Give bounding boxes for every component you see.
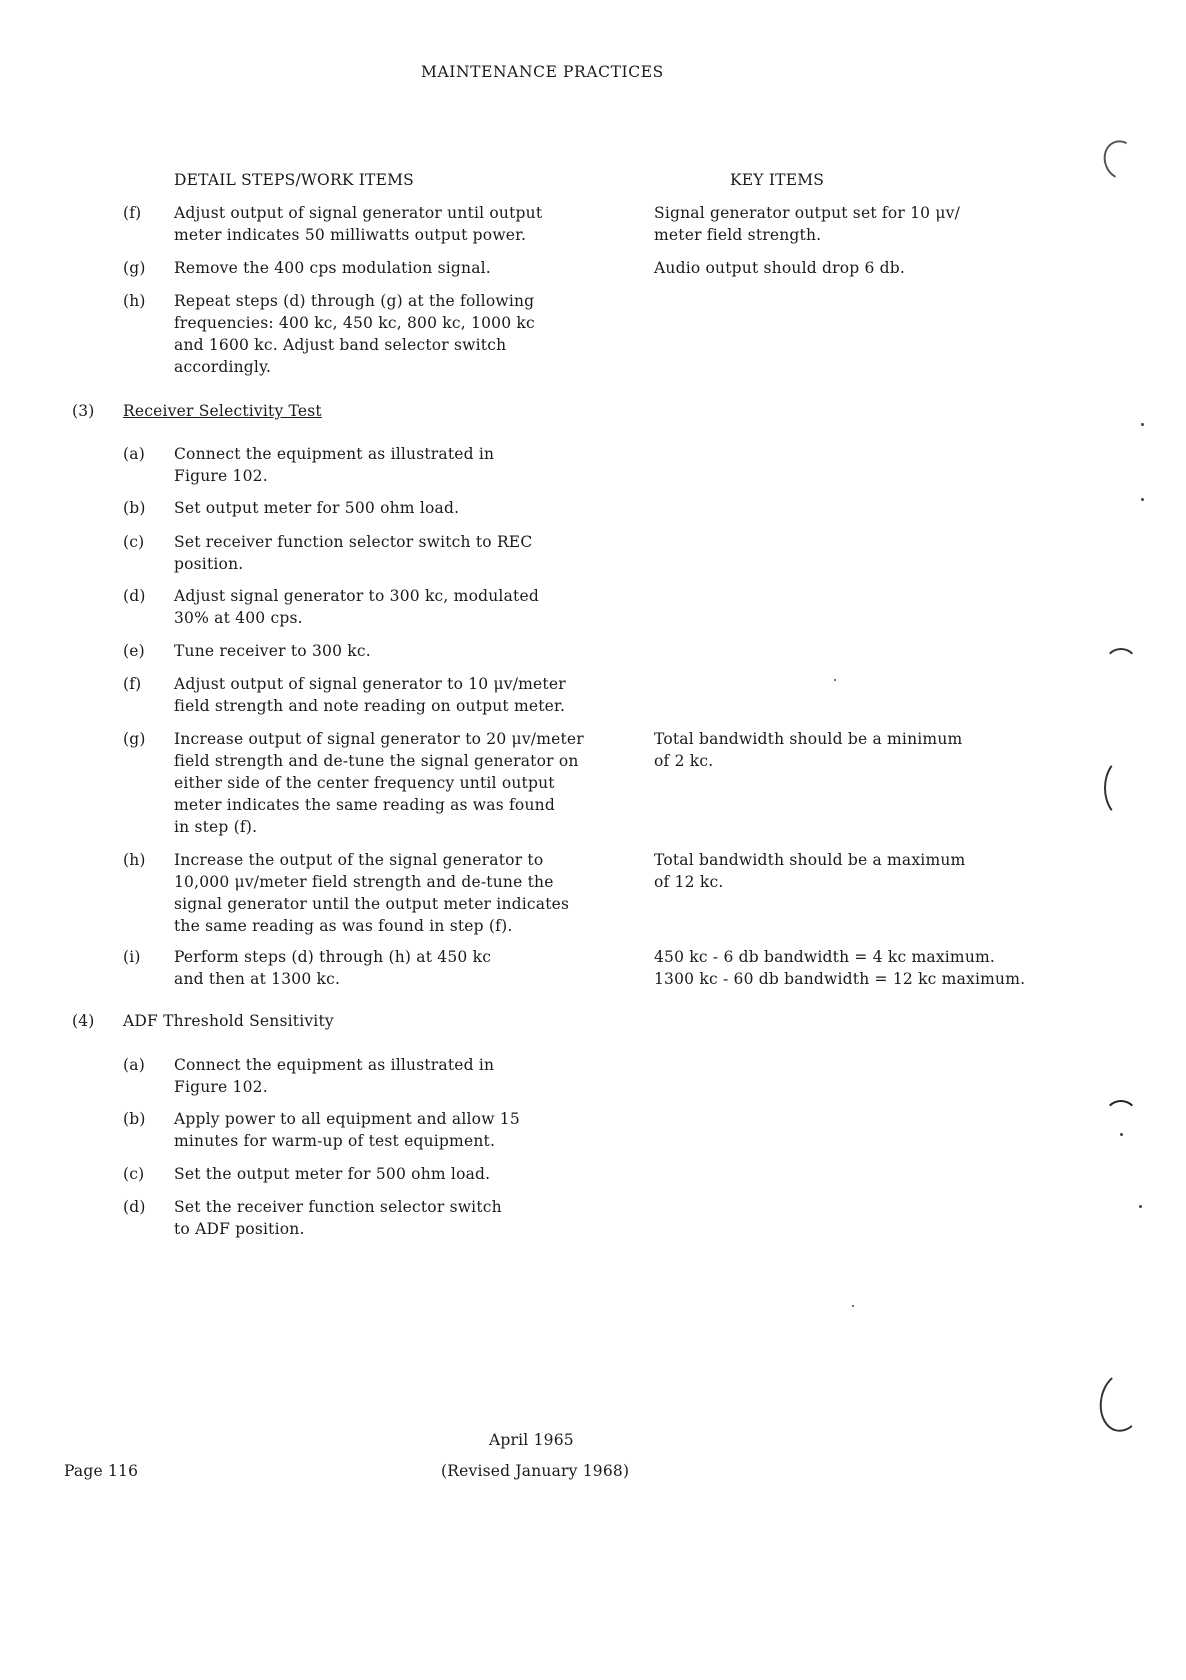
step-label: (g) — [123, 730, 146, 748]
footer-date: April 1965 — [489, 1431, 574, 1449]
section-title: ADF Threshold Sensitivity — [123, 1012, 334, 1030]
step-label: (g) — [123, 259, 146, 277]
key-item-text: 1300 kc - 60 db bandwidth = 12 kc maximum. — [654, 970, 1026, 988]
column-header-right: KEY ITEMS — [730, 171, 825, 189]
step-label: (i) — [123, 948, 141, 966]
step-text: 10,000 μv/meter field strength and de-tune the — [174, 873, 554, 891]
step-text: Repeat steps (d) through (g) at the following — [174, 292, 535, 310]
step-text: either side of the center frequency until output — [174, 774, 555, 792]
section-number: (4) — [72, 1012, 95, 1030]
scan-speck — [834, 679, 836, 681]
scan-speck — [1120, 1133, 1123, 1136]
step-text: Tune receiver to 300 kc. — [174, 642, 371, 660]
step-text: Adjust output of signal generator until output — [174, 204, 543, 222]
step-label: (d) — [123, 1198, 146, 1216]
step-label: (b) — [123, 1110, 146, 1128]
step-text: and then at 1300 kc. — [174, 970, 341, 988]
step-text: the same reading as was found in step (f). — [174, 917, 513, 935]
step-text: meter indicates the same reading as was found — [174, 796, 555, 814]
step-text: Set the receiver function selector switch — [174, 1198, 502, 1216]
key-item-text: of 2 kc. — [654, 752, 714, 770]
step-label: (f) — [123, 204, 142, 222]
key-item-text: Signal generator output set for 10 μv/ — [654, 204, 960, 222]
step-label: (d) — [123, 587, 146, 605]
step-text: Figure 102. — [174, 467, 268, 485]
step-label: (b) — [123, 499, 146, 517]
binder-hole-mark — [1104, 758, 1144, 818]
step-label: (f) — [123, 675, 142, 693]
step-label: (e) — [123, 642, 145, 660]
key-item-text: Total bandwidth should be a minimum — [654, 730, 963, 748]
column-header-left: DETAIL STEPS/WORK ITEMS — [174, 171, 414, 189]
step-text: Adjust signal generator to 300 kc, modulated — [174, 587, 539, 605]
step-text: field strength and de-tune the signal generator on — [174, 752, 579, 770]
step-text: accordingly. — [174, 358, 272, 376]
step-label: (c) — [123, 533, 145, 551]
step-text: Set the output meter for 500 ohm load. — [174, 1165, 491, 1183]
step-label: (c) — [123, 1165, 145, 1183]
step-text: to ADF position. — [174, 1220, 305, 1238]
binder-hole-mark — [1104, 648, 1138, 682]
page-title: MAINTENANCE PRACTICES — [421, 63, 664, 81]
scan-speck — [1139, 1205, 1142, 1208]
step-label: (h) — [123, 292, 146, 310]
step-text: Connect the equipment as illustrated in — [174, 1056, 495, 1074]
scan-speck — [1141, 423, 1144, 426]
scan-speck — [1141, 498, 1144, 501]
step-text: in step (f). — [174, 818, 258, 836]
key-item-text: meter field strength. — [654, 226, 822, 244]
step-text: Increase output of signal generator to 20 μv/meter — [174, 730, 584, 748]
step-label: (a) — [123, 445, 145, 463]
key-item-text: Audio output should drop 6 db. — [654, 259, 906, 277]
key-item-text: 450 kc - 6 db bandwidth = 4 kc maximum. — [654, 948, 996, 966]
binder-hole-mark — [1104, 1100, 1138, 1134]
step-label: (h) — [123, 851, 146, 869]
footer-revised: (Revised January 1968) — [441, 1462, 630, 1480]
section-title: Receiver Selectivity Test — [123, 402, 322, 420]
key-item-text: Total bandwidth should be a maximum — [654, 851, 966, 869]
step-text: frequencies: 400 kc, 450 kc, 800 kc, 1000 kc — [174, 314, 535, 332]
step-text: Set output meter for 500 ohm load. — [174, 499, 460, 517]
step-text: and 1600 kc. Adjust band selector switch — [174, 336, 507, 354]
page-number: Page 116 — [64, 1462, 139, 1480]
section-number: (3) — [72, 402, 95, 420]
step-text: 30% at 400 cps. — [174, 609, 303, 627]
binder-hole-mark — [1098, 135, 1144, 184]
step-text: Increase the output of the signal generator to — [174, 851, 544, 869]
step-text: minutes for warm-up of test equipment. — [174, 1132, 496, 1150]
step-label: (a) — [123, 1056, 145, 1074]
scan-speck — [852, 1305, 854, 1307]
step-text: Remove the 400 cps modulation signal. — [174, 259, 491, 277]
key-item-text: of 12 kc. — [654, 873, 724, 891]
step-text: meter indicates 50 milliwatts output power. — [174, 226, 527, 244]
step-text: Figure 102. — [174, 1078, 268, 1096]
binder-hole-mark — [1095, 1369, 1149, 1436]
step-text: field strength and note reading on output meter. — [174, 697, 566, 715]
step-text: Set receiver function selector switch to REC — [174, 533, 533, 551]
step-text: signal generator until the output meter indicates — [174, 895, 570, 913]
step-text: Adjust output of signal generator to 10 μv/meter — [174, 675, 566, 693]
step-text: Perform steps (d) through (h) at 450 kc — [174, 948, 492, 966]
step-text: position. — [174, 555, 244, 573]
step-text: Connect the equipment as illustrated in — [174, 445, 495, 463]
step-text: Apply power to all equipment and allow 15 — [174, 1110, 520, 1128]
